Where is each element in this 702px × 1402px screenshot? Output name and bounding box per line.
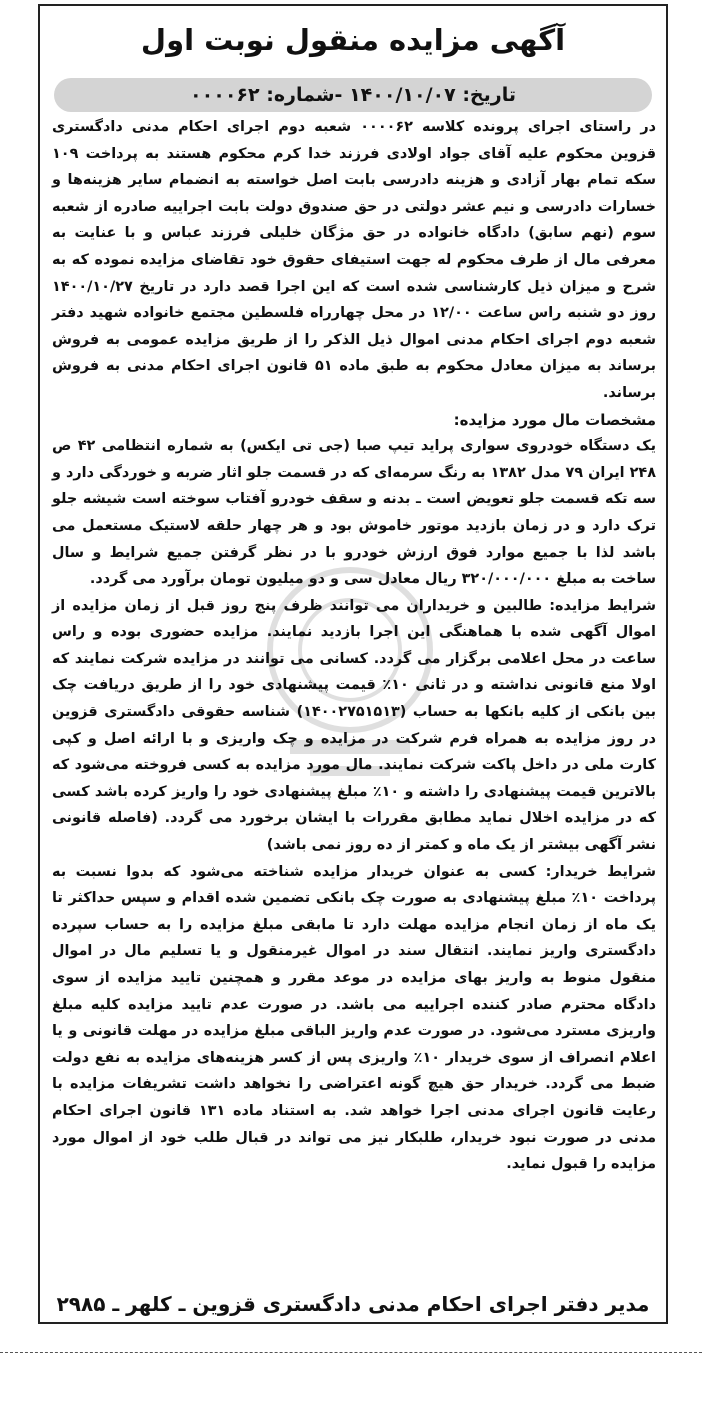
auction-terms-heading: شرایط مزایده: [549,597,656,614]
property-paragraph: یک دستگاه خودروی سواری پراید تیپ صبا (جی تی ایکس) به شماره انتظامی ۴۲ ص ۲۴۸ ایران ۷۹ مدل ۱۳۸۲ به رنگ سرمه‌ای که در قسمت جلو اثار ضربه و خوردگی دارد و سه تکه قسمت جلو تعویض است ـ بدنه و سقف خودرو آفتاب سوخته است شیشه جلو ترک دارد و در زمان بازدید موتور خاموش بود و هر چهار حلقه لاستیک مستعمل می باشد لذا با جمیع موارد فوق ارزش خودرو با در نظر گرفتن جمیع شرایط و سال ساخت به مبلغ ۳۲۰/۰۰۰/۰۰۰ ریال معادل سی و دو میلیون تومان برآورد می گردد. [52,438,656,588]
signature-line: مدیر دفتر اجرای احکام مدنی دادگستری قزوین ـ کلهر ـ ۲۹۸۵ [56,1292,650,1316]
buyer-terms-paragraph [52,859,656,1178]
buyer-terms-heading: شرایط خریدار: [545,863,656,880]
watermark-seal [250,540,450,800]
property-heading: مشخصات مال مورد مزایده: [453,410,656,429]
notice-date-number-bar: تاریخ: ۱۴۰۰/۱۰/۰۷ -شماره: ۰۰۰۰۶۲ [54,78,652,112]
cut-line-divider [0,1352,702,1353]
buyer-terms-text: کسی به عنوان خریدار مزایده شناخته می‌شود که بدوا نسبت به پرداخت ۱۰٪ مبلغ پیشنهادی به صورت چک بانکی تضمین شده اقدام و سپس حداکثر تا یک ماه از زمان انجام مزایده مهلت دارد تا مابقی مبلغ مزایده را به حساب سپرده دادگستری واریز نمایند. انتقال سند در اموال غیرمنقول و یا تسلیم مال در اموال منقول منوط به واریز بهای مزایده در موعد مقرر و همچنین تایید مزایده از سوی دادگاه محترم صادر کننده اجراییه می باشد. در صورت عدم تایید مزایده کلیه مبلغ واریزی مسترد می‌شود. در صورت عدم واریز الباقی مبلغ مزایده در مهلت قانونی و یا اعلام انصراف از سوی خریدار ۱۰٪ واریزی پس از کسر هزینه‌های مزایده به نفع دولت ضبط می گردد. خریدار حق هیچ گونه اعتراضی را نخواهد داشت تشریفات مزایده با رعایت قانون اجرای مدنی اجرا خواهد شد. به استناد ماده ۱۳۱ قانون اجرای احکام مدنی در صورت نبود خریدار، طلبکار نیز می تواند در قبال طلب خود از اموال مورد مزایده را قبول نماید. [52,863,656,1173]
intro-paragraph: در راستای اجرای پرونده کلاسه ۰۰۰۰۶۲ شعبه دوم اجرای احکام مدنی دادگستری قزوین محکوم علیه آقای جواد اولادی فرزند خدا کرم محکوم هستند به پرداخت ۱۰۹ سکه تمام بهار آزادی و هزینه دادرسی بابت اصل خواسته به انضمام سایر هزینه‌ها و خسارات دادرسی و نیم عشر دولتی در حق صندوق دولت بابت اجراییه صادره از شعبه سوم (نهم سابق) دادگاه خانواده در حق مژگان خلیلی فرزند عباس و با عنایت به معرفی مال از طرف محکوم له جهت استیفای حقوق خود تقاضای مزایده نموده که به شرح و میزان ذیل کارشناسی شده است که این اجرا قصد دارد در تاریخ ۱۴۰۰/۱۰/۲۷ روز دو شنبه راس ساعت ۱۲/۰۰ در محل چهارراه فلسطین مجتمع خانواده شهید دفتر شعبه دوم اجرای احکام مدنی اموال ذیل الذکر را از طریق مزایده عمومی به فروش برساند به میزان معادل محکوم به طبق ماده ۵۱ قانون اجرای احکام مدنی به فروش برساند. [52,119,657,401]
notice-title: آگهی مزایده منقول نوبت اول [140,23,566,57]
auction-terms-text: طالبین و خریداران می توانند ظرف پنج روز قبل از زمان مزایده از اموال آگهی شده با هماهنگی این اجرا بازدید نمایند. مزایده حضوری بوده و راس ساعت در محل اعلامی برگزار می گردد. کسانی می توانند در مزایده شرکت نمایند که اولا منع قانونی نداشته و در ثانی ۱۰٪ قیمت پیشنهادی خود را از طریق دریافت چک بین بانکی از کلیه بانکها به حساب (۱۴۰۰۲۷۵۱۵۱۳) شناسه حقوقی دادگستری قزوین در روز مزایده به همراه فرم شرکت در مزایده و چک واریزی و با ارائه اصل و کپی کارت ملی در داخل پاکت شرکت نمایند. مال مورد مزایده به کسی فروخته می‌شود که بالاترین قیمت پیشنهادی را داشته و ۱۰٪ مبلغ پیشنهادی خود را واریز کرده باشد کسی که در مزایده اخلال نماید مطابق مقررات با ایشان برخورد می گردد. (فاصله قانونی نشر آگهی بیشتر از یک ماه و کمتر از ده روز نمی باشد) [52,597,657,854]
